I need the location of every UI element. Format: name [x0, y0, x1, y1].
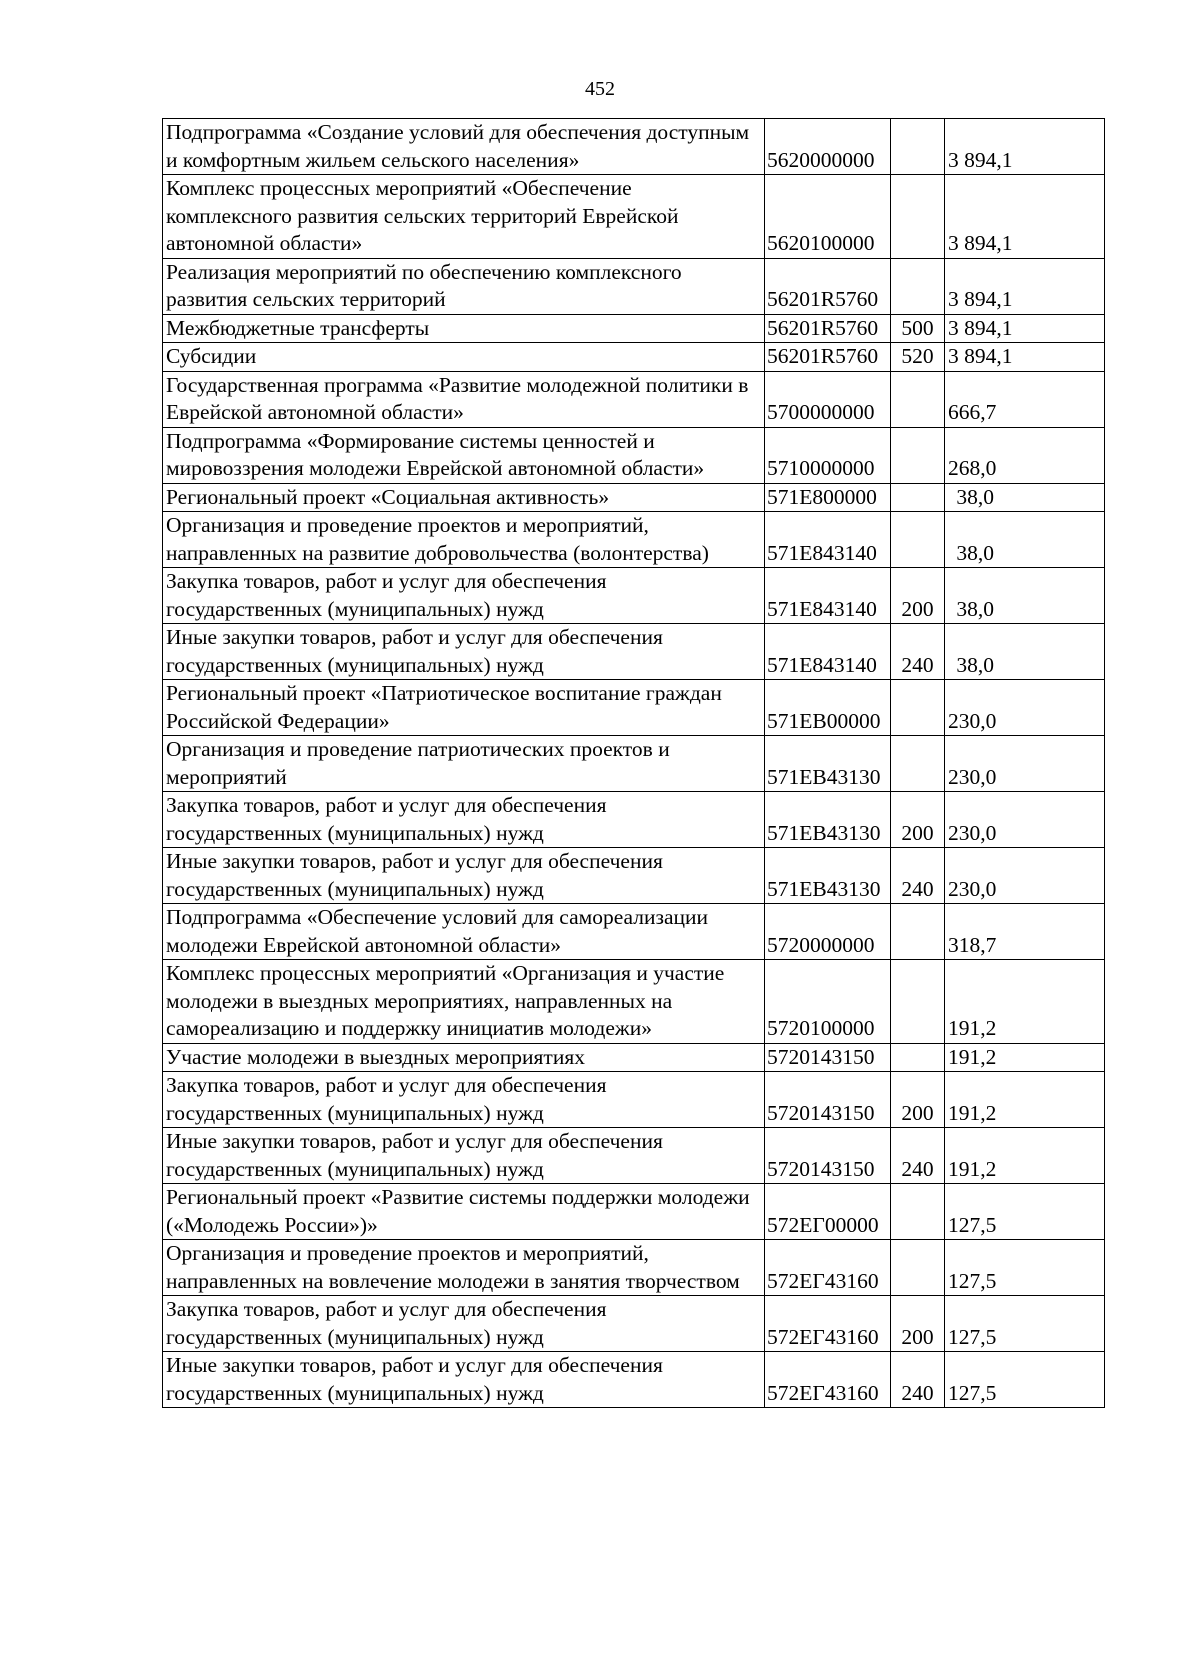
row-sum: 230,0 [945, 680, 1105, 736]
table-row [163, 1072, 1105, 1128]
row-code: 5720143150 [765, 1043, 891, 1072]
row-code: 5700000000 [765, 371, 891, 427]
row-sum: 127,5 [945, 1296, 1105, 1352]
row-sum: 191,2 [945, 1043, 1105, 1072]
table-row [163, 1184, 1105, 1240]
table-row [163, 258, 1105, 314]
row-name: Иные закупки товаров, работ и услуг для обеспечения государственных (муниципальных) нужд [163, 624, 765, 680]
table-row [163, 680, 1105, 736]
table-row [163, 904, 1105, 960]
row-name: Организация и проведение проектов и мероприятий, направленных на развитие добровольчества (волонтерства) [163, 512, 765, 568]
table-row [163, 1043, 1105, 1072]
row-code: 571E843140 [765, 624, 891, 680]
row-type [891, 736, 945, 792]
row-sum: 318,7 [945, 904, 1105, 960]
row-code: 5720100000 [765, 960, 891, 1044]
row-name: Участие молодежи в выездных мероприятиях [163, 1043, 765, 1072]
row-type [891, 904, 945, 960]
row-type: 200 [891, 1296, 945, 1352]
row-name: Подпрограмма «Формирование системы ценностей и мировоззрения молодежи Еврейской автономной области» [163, 427, 765, 483]
row-name: Организация и проведение патриотических проектов и мероприятий [163, 736, 765, 792]
row-code: 5720143150 [765, 1072, 891, 1128]
row-sum: 38,0 [945, 483, 1105, 512]
row-sum: 3 894,1 [945, 175, 1105, 259]
row-type [891, 1240, 945, 1296]
table-row [163, 848, 1105, 904]
row-sum: 3 894,1 [945, 119, 1105, 175]
row-sum: 268,0 [945, 427, 1105, 483]
row-name: Региональный проект «Патриотическое воспитание граждан Российской Федерации» [163, 680, 765, 736]
table-row [163, 1352, 1105, 1408]
row-name: Иные закупки товаров, работ и услуг для обеспечения государственных (муниципальных) нужд [163, 848, 765, 904]
row-code: 5720000000 [765, 904, 891, 960]
table-row [163, 427, 1105, 483]
table-row [163, 736, 1105, 792]
row-code: 571EB43130 [765, 792, 891, 848]
row-code: 56201R5760 [765, 343, 891, 372]
row-name: Организация и проведение проектов и мероприятий, направленных на вовлечение молодежи в занятия творчеством [163, 1240, 765, 1296]
row-type [891, 483, 945, 512]
row-sum: 127,5 [945, 1240, 1105, 1296]
row-type [891, 258, 945, 314]
table-row [163, 371, 1105, 427]
row-code: 5720143150 [765, 1128, 891, 1184]
row-sum: 127,5 [945, 1352, 1105, 1408]
row-sum: 3 894,1 [945, 258, 1105, 314]
row-sum: 38,0 [945, 624, 1105, 680]
row-type [891, 512, 945, 568]
row-sum: 3 894,1 [945, 343, 1105, 372]
row-sum: 230,0 [945, 736, 1105, 792]
table-row [163, 960, 1105, 1044]
row-name: Субсидии [163, 343, 765, 372]
row-name: Региональный проект «Социальная активность» [163, 483, 765, 512]
table-row [163, 1296, 1105, 1352]
row-name: Региональный проект «Развитие системы поддержки молодежи («Молодежь России»)» [163, 1184, 765, 1240]
row-code: 572ЕГ43160 [765, 1240, 891, 1296]
row-name: Подпрограмма «Создание условий для обеспечения доступным и комфортным жильем сельского населения» [163, 119, 765, 175]
row-name: Иные закупки товаров, работ и услуг для обеспечения государственных (муниципальных) нужд [163, 1352, 765, 1408]
table-row [163, 568, 1105, 624]
row-type: 240 [891, 848, 945, 904]
row-code: 571EB00000 [765, 680, 891, 736]
row-type: 240 [891, 1352, 945, 1408]
row-type: 520 [891, 343, 945, 372]
table-row [163, 314, 1105, 343]
row-type: 240 [891, 624, 945, 680]
row-sum: 38,0 [945, 512, 1105, 568]
row-code: 5620000000 [765, 119, 891, 175]
row-code: 572ЕГ43160 [765, 1352, 891, 1408]
table-row [163, 512, 1105, 568]
budget-table [162, 118, 1105, 1408]
row-name: Комплекс процессных мероприятий «Организация и участие молодежи в выездных мероприятиях, направленных на самореализацию и поддержку инициатив молодежи» [163, 960, 765, 1044]
table-row [163, 175, 1105, 259]
row-type [891, 371, 945, 427]
row-type: 200 [891, 1072, 945, 1128]
row-code: 572ЕГ00000 [765, 1184, 891, 1240]
table-row [163, 119, 1105, 175]
row-sum: 191,2 [945, 960, 1105, 1044]
row-code: 56201R5760 [765, 258, 891, 314]
row-type [891, 427, 945, 483]
row-sum: 191,2 [945, 1072, 1105, 1128]
row-name: Комплекс процессных мероприятий «Обеспечение комплексного развития сельских территорий Еврейской автономной области» [163, 175, 765, 259]
row-code: 572ЕГ43160 [765, 1296, 891, 1352]
row-type: 500 [891, 314, 945, 343]
row-sum: 666,7 [945, 371, 1105, 427]
row-type [891, 960, 945, 1044]
row-code: 571E800000 [765, 483, 891, 512]
row-type [891, 175, 945, 259]
row-type [891, 119, 945, 175]
row-name: Межбюджетные трансферты [163, 314, 765, 343]
row-sum: 38,0 [945, 568, 1105, 624]
row-type [891, 680, 945, 736]
row-name: Подпрограмма «Обеспечение условий для самореализации молодежи Еврейской автономной области» [163, 904, 765, 960]
row-sum: 230,0 [945, 792, 1105, 848]
table-row [163, 1240, 1105, 1296]
page-number: 452 [585, 78, 615, 100]
table-row [163, 624, 1105, 680]
row-name: Иные закупки товаров, работ и услуг для обеспечения государственных (муниципальных) нужд [163, 1128, 765, 1184]
row-name: Закупка товаров, работ и услуг для обеспечения государственных (муниципальных) нужд [163, 1072, 765, 1128]
table-row [163, 483, 1105, 512]
row-sum: 3 894,1 [945, 314, 1105, 343]
row-type: 200 [891, 568, 945, 624]
row-name: Закупка товаров, работ и услуг для обеспечения государственных (муниципальных) нужд [163, 1296, 765, 1352]
row-name: Государственная программа «Развитие молодежной политики в Еврейской автономной области» [163, 371, 765, 427]
row-code: 571EB43130 [765, 848, 891, 904]
table-row [163, 792, 1105, 848]
row-code: 571E843140 [765, 568, 891, 624]
row-type [891, 1184, 945, 1240]
row-sum: 191,2 [945, 1128, 1105, 1184]
row-sum: 230,0 [945, 848, 1105, 904]
table-row [163, 343, 1105, 372]
row-code: 571E843140 [765, 512, 891, 568]
row-code: 56201R5760 [765, 314, 891, 343]
row-name: Закупка товаров, работ и услуг для обеспечения государственных (муниципальных) нужд [163, 792, 765, 848]
row-name: Закупка товаров, работ и услуг для обеспечения государственных (муниципальных) нужд [163, 568, 765, 624]
row-code: 5620100000 [765, 175, 891, 259]
row-type: 200 [891, 792, 945, 848]
table-row [163, 1128, 1105, 1184]
row-sum: 127,5 [945, 1184, 1105, 1240]
row-type: 240 [891, 1128, 945, 1184]
row-type [891, 1043, 945, 1072]
row-code: 5710000000 [765, 427, 891, 483]
row-code: 571EB43130 [765, 736, 891, 792]
row-name: Реализация мероприятий по обеспечению комплексного развития сельских территорий [163, 258, 765, 314]
